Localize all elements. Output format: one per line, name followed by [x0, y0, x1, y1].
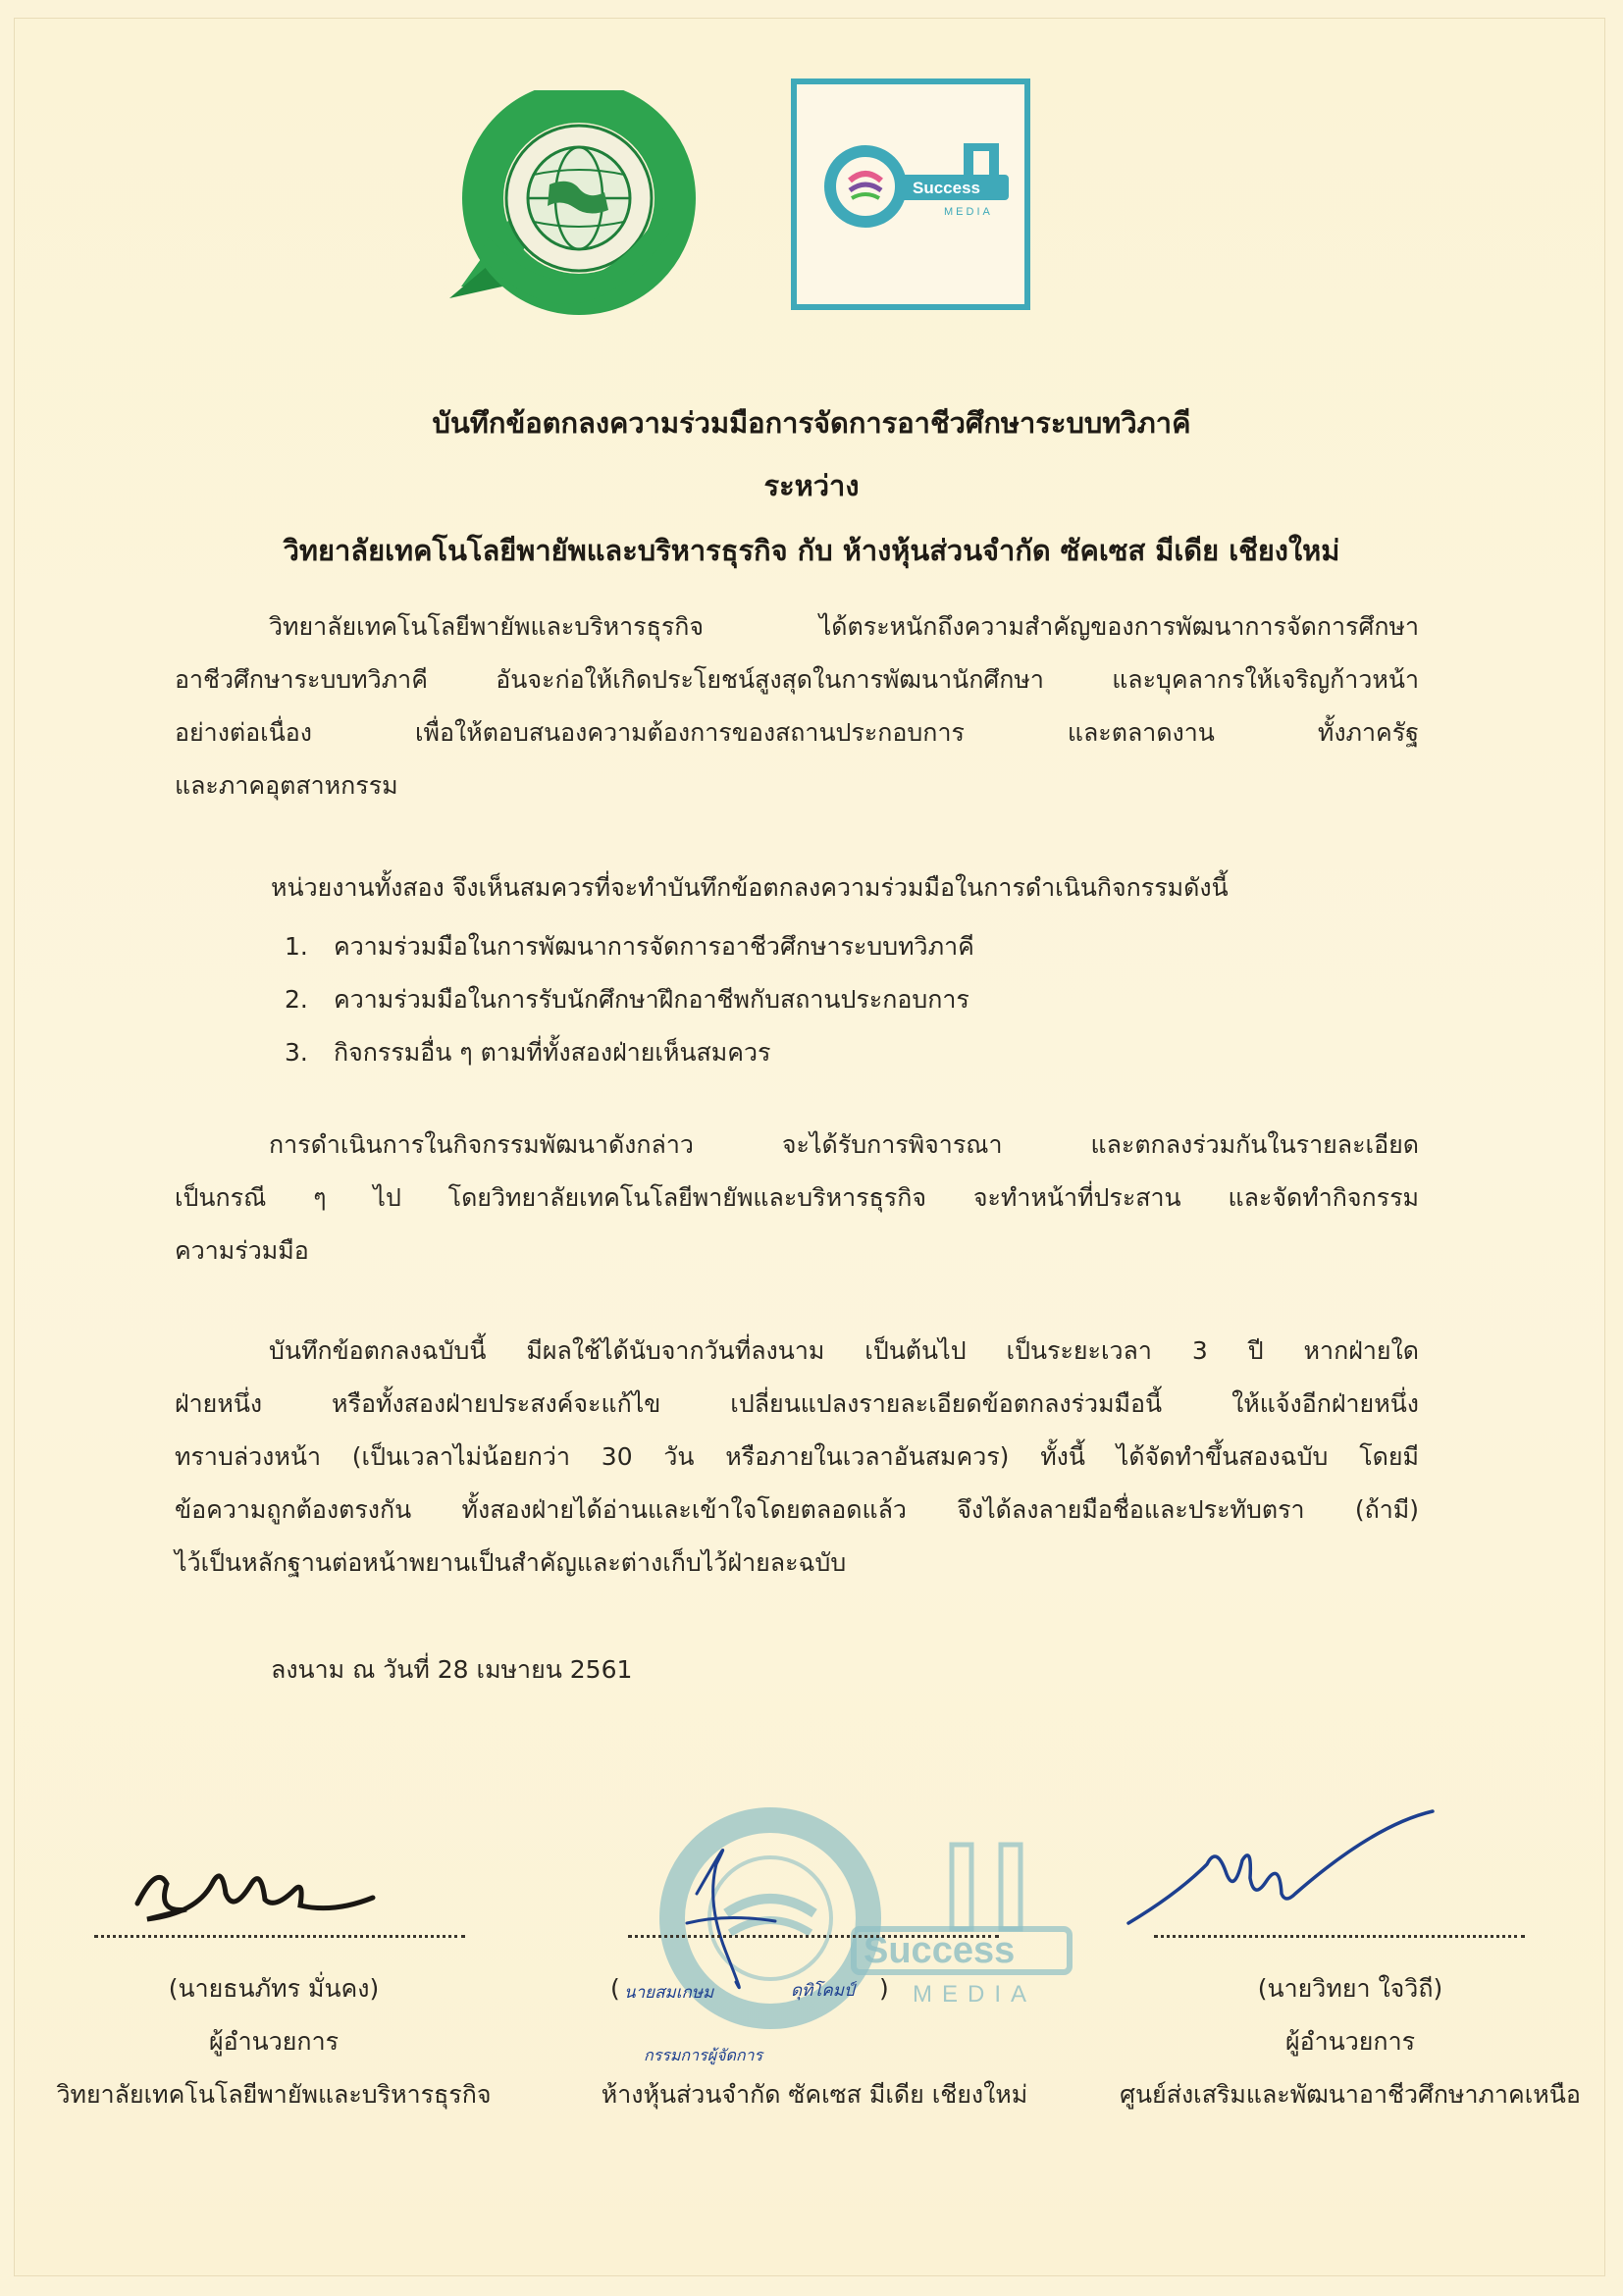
signature-line-right: [1154, 1935, 1525, 1938]
signatory-left: [24, 1962, 524, 2121]
list-item-number: 1.: [285, 932, 308, 961]
name-paren-close: ): [879, 1974, 889, 2003]
paragraph-line: ไว้เป็นหลักฐานต่อหน้าพยานเป็นสำคัญและต่างเก็บไว้ฝ่ายละฉบับ: [175, 1548, 847, 1577]
signatory-name: (นายธนภัทร มั่นคง): [168, 1974, 380, 2003]
success-media-logo: [791, 78, 1030, 310]
signature-right: [1119, 1805, 1442, 1933]
media-word: MEDIA: [944, 206, 993, 218]
paragraph-line: อย่างต่อเนื่อง เพื่อให้ตอบสนองความต้องการของสถานประกอบการ และตลาดงาน ทั้งภาครัฐ: [175, 718, 1419, 747]
svg-text:MEDIA: MEDIA: [913, 1981, 1037, 2008]
signatory-middle: [559, 1962, 1070, 2121]
paragraph-line: วิทยาลัยเทคโนโลยีพายัพและบริหารธุรกิจ ได้ตระหนักถึงความสำคัญของการพัฒนาการจัดการศึกษา: [269, 612, 1419, 641]
activity-list: [285, 920, 974, 1079]
paragraph-line: การดำเนินการในกิจกรรมพัฒนาดังกล่าว จะได้รับการพิจารณา และตกลงร่วมกันในรายละเอียด: [269, 1130, 1419, 1159]
signatory-name: (นายวิทยา ใจวิถี): [1257, 1974, 1443, 2003]
list-item-text: ความร่วมมือในการพัฒนาการจัดการอาชีวศึกษาระบบทวิภาคี: [334, 932, 974, 961]
list-item-number: 2.: [285, 985, 308, 1014]
handwritten-surname: ดุทิโคมป์: [791, 1981, 855, 2001]
svg-text:Success: Success: [864, 1930, 1016, 1971]
list-item-number: 3.: [285, 1038, 308, 1067]
signatory-right: [1095, 1962, 1605, 2121]
document-title: บันทึกข้อตกลงความร่วมมือการจัดการอาชีวศึกษาระบบทวิภาคี: [432, 406, 1191, 440]
paragraph-line: บันทึกข้อตกลงฉบับนี้ มีผลใช้ได้นับจากวันที่ลงนาม เป็นต้นไป เป็นระยะเวลา 3 ปี หากฝ่ายใด: [269, 1336, 1419, 1365]
signatory-organization: ห้างหุ้นส่วนจำกัด ซัคเซส มีเดีย เชียงใหม่: [601, 2080, 1028, 2109]
list-item: [285, 920, 974, 973]
list-item: [285, 1026, 974, 1079]
paragraph-validity: [175, 1325, 1419, 1590]
signatory-position: ผู้อำนวยการ: [208, 2027, 340, 2056]
list-item: [285, 973, 974, 1026]
name-paren-open: (: [610, 1974, 620, 2003]
signatory-organization: วิทยาลัยเทคโนโลยีพายัพและบริหารธุรกิจ: [56, 2080, 492, 2109]
title-parties: วิทยาลัยเทคโนโลยีพายัพและบริหารธุรกิจ กับ ห้างหุ้นส่วนจำกัด ซัคเซส มีเดีย เชียงใหม่: [283, 534, 1340, 567]
list-item-text: ความร่วมมือในการรับนักศึกษาฝึกอาชีพกับสถานประกอบการ: [334, 985, 969, 1014]
paragraph-line: ข้อความถูกต้องตรงกัน ทั้งสองฝ่ายได้อ่านและเข้าใจโดยตลอดแล้ว จึงได้ลงลายมือชื่อและประทับตรา (ถ้ามี): [175, 1495, 1419, 1524]
list-item-text: กิจกรรมอื่น ๆ ตามที่ทั้งสองฝ่ายเห็นสมควร: [334, 1038, 771, 1067]
success-word: Success: [913, 179, 980, 197]
title-between: ระหว่าง: [763, 469, 860, 502]
signature-line-left: [94, 1935, 465, 1938]
handwritten-name: นายสมเกษม: [624, 1983, 714, 2003]
paragraph-line: หน่วยงานทั้งสอง จึงเห็นสมควรที่จะทำบันทึกข้อตกลงความร่วมมือในการดำเนินกิจกรรมดังนี้: [271, 873, 1229, 902]
paragraph-line: ฝ่ายหนึ่ง หรือทั้งสองฝ่ายประสงค์จะแก้ไข เปลี่ยนแปลงรายละเอียดข้อตกลงร่วมมือนี้ ให้แจ้งอีกฝ่ายหนึ่ง: [175, 1389, 1419, 1418]
paragraph-line: เป็นกรณี ๆ ไป โดยวิทยาลัยเทคโนโลยีพายัพและบริหารธุรกิจ จะทำหน้าที่ประสาน และจัดทำกิจกรรม: [175, 1183, 1419, 1212]
paragraph-line: ทราบล่วงหน้า (เป็นเวลาไม่น้อยกว่า 30 วัน หรือภายในเวลาอันสมควร) ทั้งนี้ ได้จัดทำขึ้นสองฉบับ โดยมี: [175, 1442, 1419, 1471]
signing-date: ลงนาม ณ วันที่ 28 เมษายน 2561: [271, 1655, 633, 1684]
college-logo: [432, 90, 707, 316]
paragraph-purpose: [175, 600, 1419, 812]
signatory-position: ผู้อำนวยการ: [1284, 2027, 1416, 2056]
paragraph-line: ความร่วมมือ: [175, 1236, 309, 1265]
signature-left: [128, 1845, 383, 1933]
paragraph-agreement: [271, 861, 1429, 914]
signature-line-middle: [628, 1935, 999, 1938]
paragraph-implementation: [175, 1119, 1419, 1278]
signatory-organization: ศูนย์ส่งเสริมและพัฒนาอาชีวศึกษาภาคเหนือ: [1120, 2080, 1581, 2109]
paragraph-line: อาชีวศึกษาระบบทวิภาคี อันจะก่อให้เกิดประโยชน์สูงสุดในการพัฒนานักศึกษา และบุคลากรให้เจริญก้าวหน้า: [175, 665, 1419, 694]
paragraph-line: และภาคอุตสาหกรรม: [175, 771, 398, 800]
handwritten-position: กรรมการผู้จัดการ: [644, 2046, 763, 2064]
